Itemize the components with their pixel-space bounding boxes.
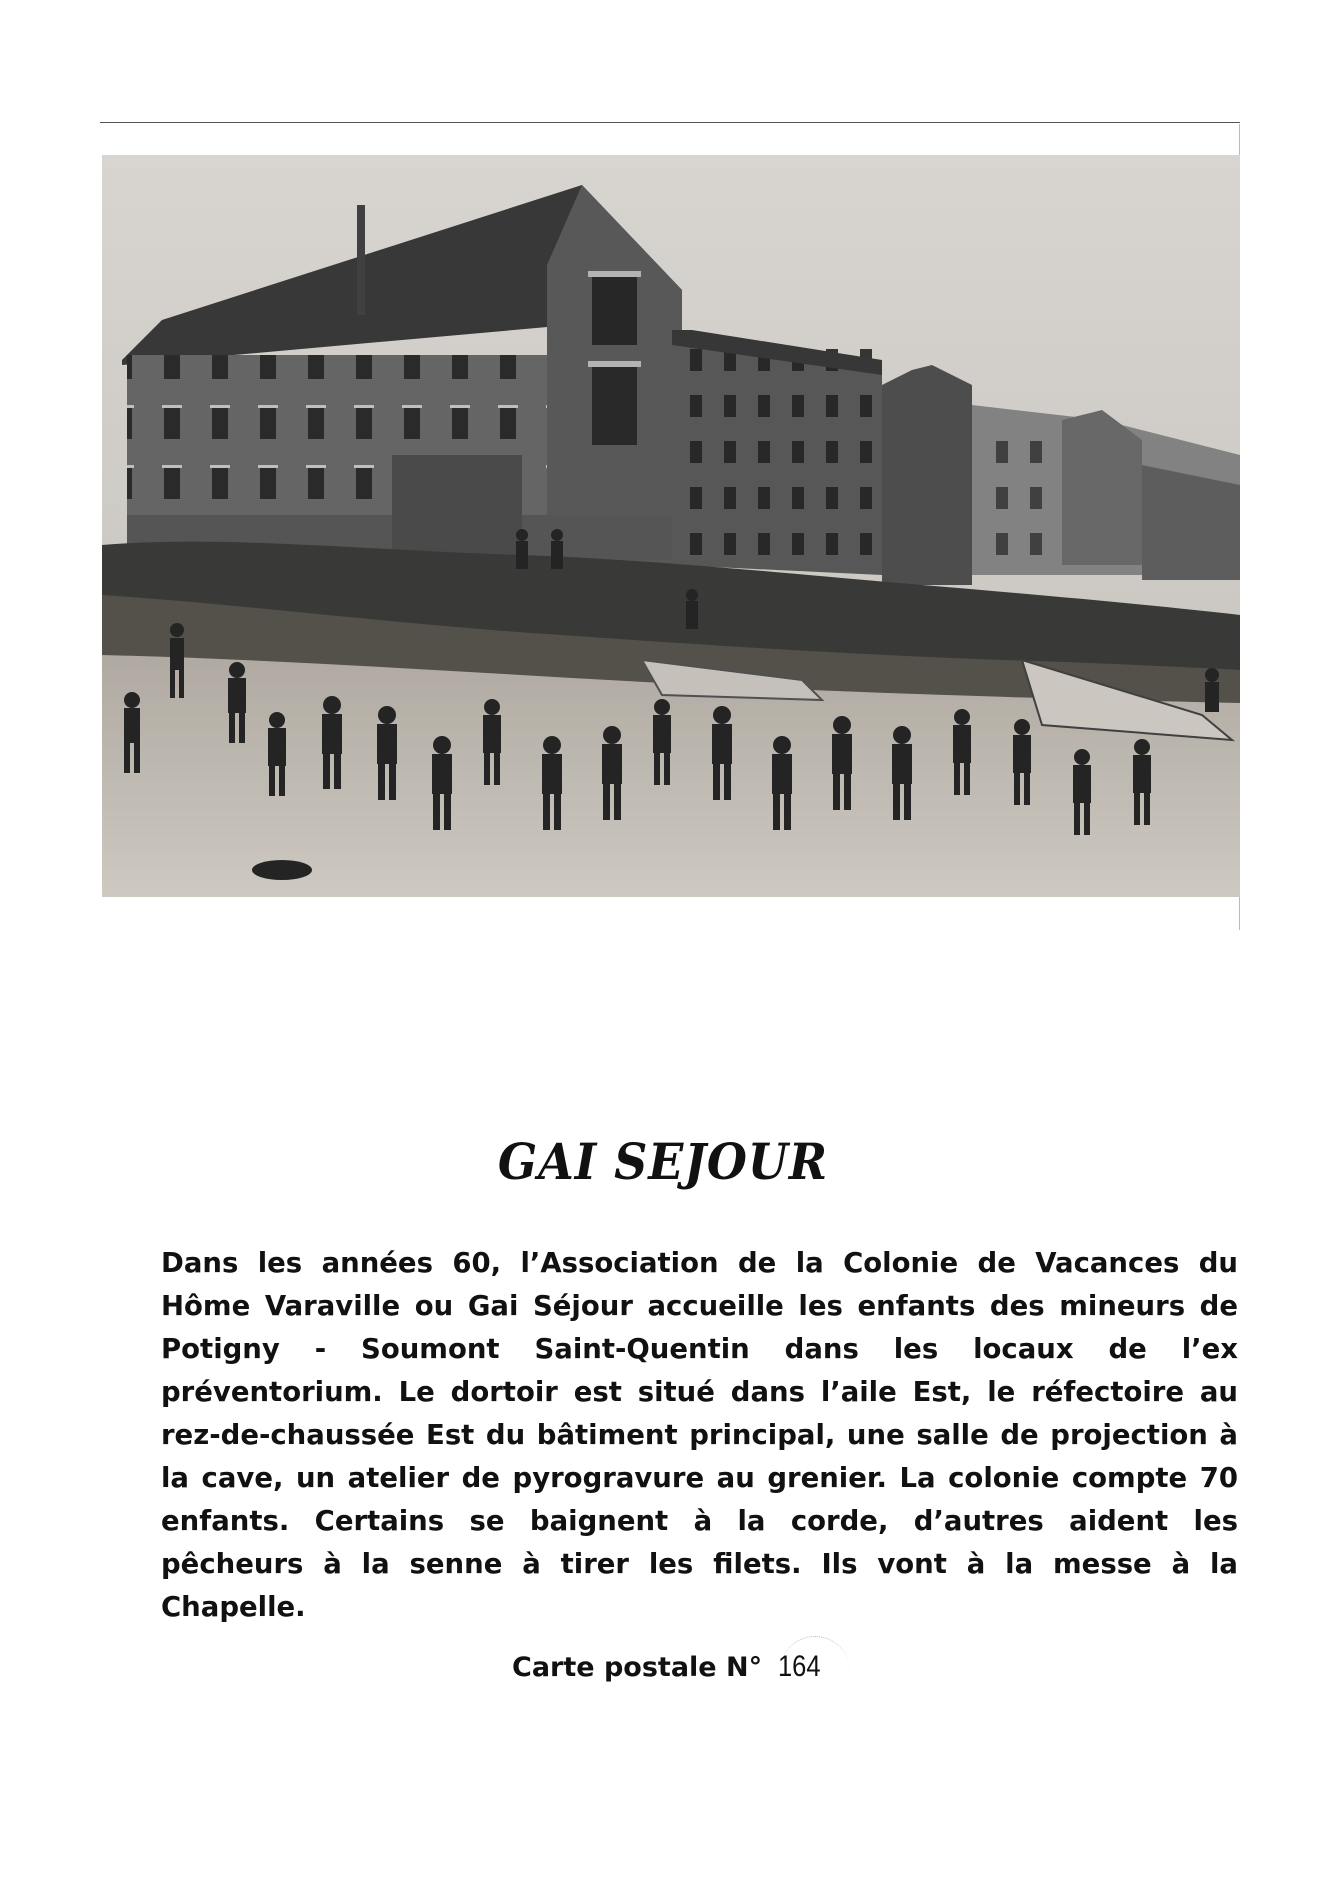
caption-label: Carte postale N° (512, 1652, 763, 1683)
postcard-photo (102, 155, 1240, 897)
top-rule (100, 122, 1240, 123)
description-paragraph: Dans les années 60, l’Association de la Colonie de Vacances du Hôme Varaville ou Gai Séjour accueille les enfants des mineurs de Potigny - Soumont Saint-Quentin dans les locaux de l’ex préventorium. Le dortoir est situé dans l’aile Est, le réfectoire au rez-de-chaussée Est du bâtiment principal, une salle de projection à la cave, un atelier de pyrogravure au grenier. La colonie compte 70 enfants. Certains se baignent à la corde, d’autres aident les pêcheurs à la senne à tirer les filets. Ils vont à la messe à la Chapelle. (161, 1247, 1238, 1623)
postcard-number: 164 (777, 1650, 821, 1683)
postcard-caption (512, 1650, 828, 1684)
page-title: GAI SEJOUR (497, 1132, 829, 1191)
